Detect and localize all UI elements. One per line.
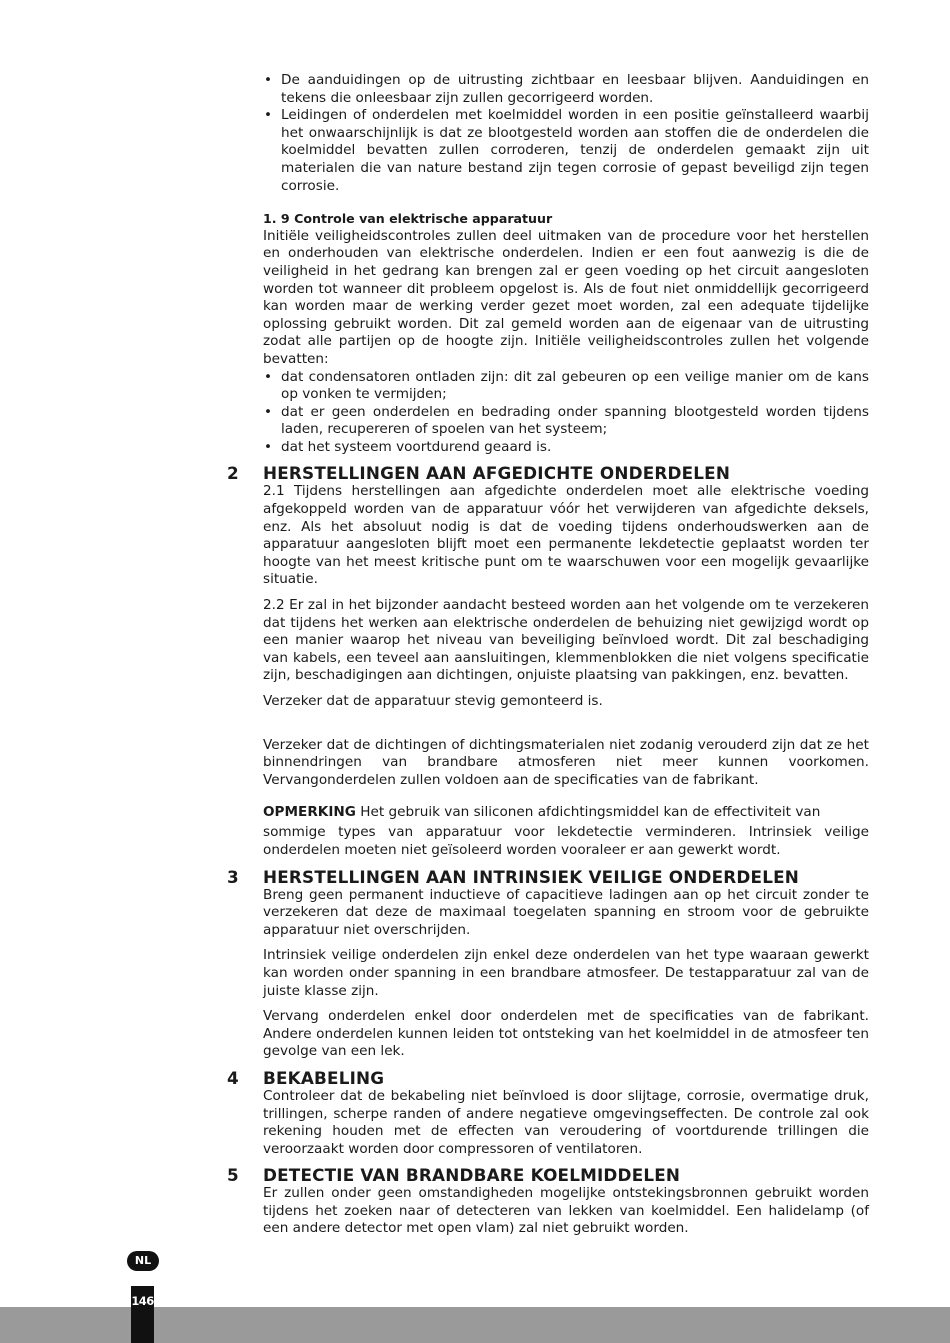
paragraph: Vervang onderdelen enkel door onderdelen met de specificaties van de fabrikant. Andere onderdelen kunnen leiden tot ontsteking van het koelmiddel in de atmosfeer ten gevolge van een lek. bbox=[263, 1008, 869, 1060]
paragraph: Controleer dat de bekabeling niet beïnvloed is door slijtage, corrosie, overmatige druk, trillingen, scherpe randen of andere negatieve omgevingseffecten. De controle zal ook rekening houden met de effecten van veroudering of voortdurende trillingen die veroorzaakt worden door compressoren of ventilatoren. bbox=[263, 1087, 869, 1157]
section-2 bbox=[227, 463, 869, 859]
section-number: 5 bbox=[227, 1165, 239, 1186]
note-paragraph bbox=[263, 800, 869, 824]
paragraph: sommige types van apparatuur voor lekdetectie verminderen. Intrinsiek veilige onderdelen moeten niet geïsoleerd worden vooraleer er aan gewerkt wordt. bbox=[263, 824, 869, 858]
page-number: 146 bbox=[131, 1294, 154, 1308]
subsection-title: 1. 9 Controle van elektrische apparatuur bbox=[263, 211, 553, 227]
section-title: HERSTELLINGEN AAN INTRINSIEK VEILIGE ONDERDELEN bbox=[263, 866, 800, 887]
paragraph: Intrinsiek veilige onderdelen zijn enkel deze onderdelen van het type waaraan gewerkt kan worden onder spanning in een brandbare atmosfeer. De testapparatuur zal van de juiste klasse zijn. bbox=[263, 947, 869, 999]
top-bullet-list bbox=[263, 72, 869, 195]
section-number: 3 bbox=[227, 866, 239, 887]
section-title: HERSTELLINGEN AAN AFGEDICHTE ONDERDELEN bbox=[263, 463, 731, 484]
paragraph: Initiële veiligheidscontroles zullen deel uitmaken van de procedure voor het herstellen en onderhouden van elektrische onderdelen. Indien er een fout aanwezig is die de veiligheid in het gedrang kan brengen zal er geen voeding op het circuit aangesloten worden tot wanneer dit probleem opgelost is. Als de fout niet onmiddellijk gecorrigeerd kan worden maar de werking verder gezet moet worden, zal een adequate tijdelijke oplossing gebruikt worden. Dit zal gemeld worden aan de eigenaar van de uitrusting zodat alle partijen op de hoogte zijn. Initiële veiligheidscontroles zullen het volgende bevatten: bbox=[263, 227, 869, 367]
section-3 bbox=[227, 866, 869, 1061]
section-title: DETECTIE VAN BRANDBARE KOELMIDDELEN bbox=[263, 1165, 681, 1186]
list-item: • Leidingen of onderdelen met koelmiddel worden in een positie geïnstalleerd waarbij het onwaarschijnlijk is dat ze blootgesteld worden aan stoffen die de onderdelen die koelmiddel bevatten zullen corroderen, tenzij de onderdelen gemaakt zijn uit materialen die van nature bestand zijn tegen corrosie of gepast beveiligd zijn tegen corrosie. bbox=[263, 107, 869, 195]
page-number-tab bbox=[131, 1286, 154, 1343]
list-item: • dat het systeem voortdurend geaard is. bbox=[263, 439, 869, 457]
section-4 bbox=[227, 1067, 869, 1158]
paragraph: Verzeker dat de apparatuur stevig gemonteerd is. bbox=[263, 693, 603, 709]
check-bullet-list bbox=[263, 369, 869, 457]
page-content bbox=[227, 72, 869, 1238]
section-number: 2 bbox=[227, 463, 239, 484]
list-item: • dat er geen onderdelen en bedrading onder spanning blootgesteld worden tijdens laden, recupereren of spoelen van het systeem; bbox=[263, 404, 869, 439]
paragraph: Er zullen onder geen omstandigheden mogelijke ontstekingsbronnen gebruikt worden tijdens het zoeken naar of detecteren van lekken van koelmiddel. Een halidelamp (of een andere detector met open vlam) zal niet gebruikt worden. bbox=[263, 1185, 869, 1237]
section-5 bbox=[227, 1165, 869, 1238]
paragraph: Verzeker dat de dichtingen of dichtingsmaterialen niet zodanig verouderd zijn dat ze het binnendringen van brandbare atmosferen niet meer kunnen voorkomen. Vervangonderdelen zullen voldoen aan de specificaties van de fabrikant. bbox=[263, 736, 869, 788]
section-title: BEKABELING bbox=[263, 1067, 385, 1088]
note-label: OPMERKING bbox=[263, 804, 356, 821]
language-badge: NL bbox=[127, 1251, 159, 1271]
paragraph: 2.1 Tijdens herstellingen aan afgedichte onderdelen moet alle elektrische voeding afgekoppeld worden van de apparatuur vóór het verwijderen van afgedichte deksels, enz. Als het absoluut nodig is dat de voeding tijdens onderhoudswerken aan de apparatuur aangesloten blijft moet een permanente lekdetectie geplaatst worden ter hoogte van het meest kritische punt om te waarschuwen voor een mogelijk gevaarlijke situatie. bbox=[263, 483, 869, 588]
note-text: Het gebruik van siliconen afdichtingsmiddel kan de effectiviteit van bbox=[355, 804, 821, 821]
section-number: 4 bbox=[227, 1067, 239, 1088]
list-item: • De aanduidingen op de uitrusting zichtbaar en leesbaar blijven. Aanduidingen en tekens die onleesbaar zijn zullen gecorrigeerd worden. bbox=[263, 72, 869, 107]
paragraph: 2.2 Er zal in het bijzonder aandacht besteed worden aan het volgende om te verzekeren dat tijdens het werken aan elektrische onderdelen de behuizing niet gewijzigd wordt op een manier waarop het niveau van beveiliging beïnvloed wordt. Dit zal beschadiging van kabels, een teveel aan aansluitingen, klemmenblokken die niet volgens specificatie zijn, beschadigingen aan dichtingen, onjuiste plaatsing van pakkingen, enz. bevatten. bbox=[263, 597, 869, 684]
paragraph: Breng geen permanent inductieve of capacitieve ladingen aan op het circuit zonder te verzekeren dat deze de maximaal toegelaten spanning en stroom voor de gebruikte apparatuur niet overschrijden. bbox=[263, 886, 869, 938]
list-item: • dat condensatoren ontladen zijn: dit zal gebeuren op een veilige manier om de kans op vonken te vermijden; bbox=[263, 369, 869, 404]
